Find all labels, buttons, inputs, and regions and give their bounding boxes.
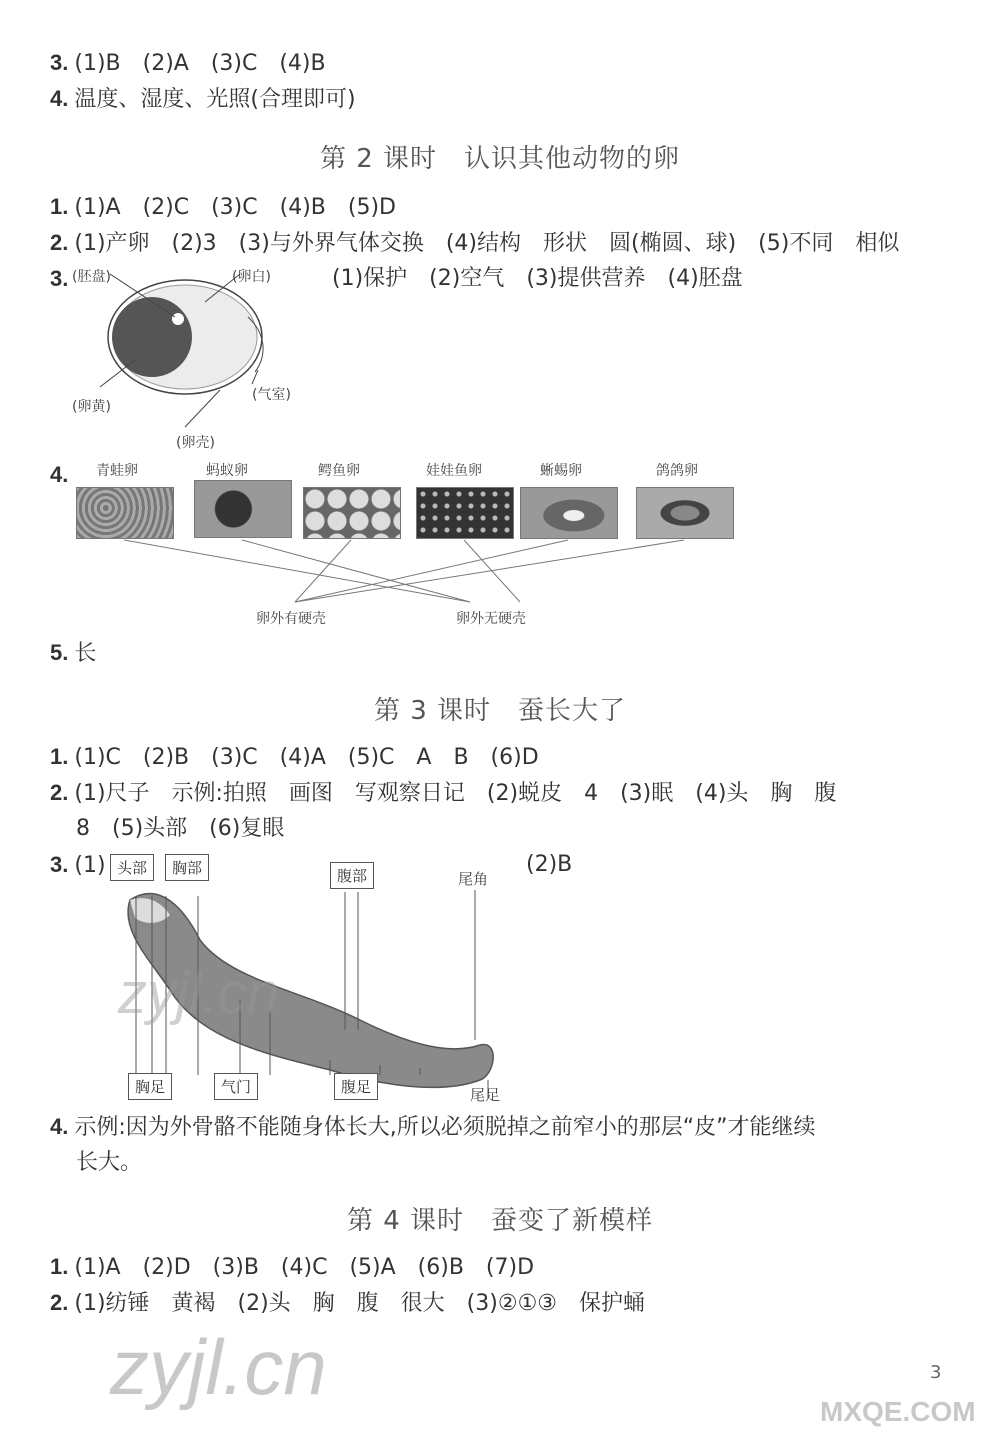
watermark-zyjl-middle: zyjl.cn <box>118 961 280 1026</box>
egg-label-crocodile: 鳄鱼卵 <box>318 463 360 479</box>
label-abdomen: 腹部 <box>330 862 374 889</box>
l2-q2: 2. (1)产卵 (2)3 (3)与外界气体交换 (4)结构 形状 圆(椭圆、球) (5)不同 相似 <box>50 230 900 256</box>
l3-q2-line1: 2. (1)尺子 示例:拍照 画图 写观察日记 (2)蜕皮 4 (3)眠 (4)头 胸 腹 <box>50 780 837 806</box>
egg-label-ant: 蚂蚁卵 <box>206 463 248 479</box>
air-pointer <box>252 370 258 384</box>
lesson4-heading: 第 4 课时 蚕变了新模样 <box>346 1206 654 1236</box>
egg-label-salamander: 娃娃鱼卵 <box>426 463 482 479</box>
watermark-zyjl-bottom: zyjl.cn <box>110 1323 327 1411</box>
egg-label-frog: 青蛙卵 <box>96 463 138 479</box>
label-white: (卵白) <box>232 269 271 285</box>
frog-egg-image <box>76 487 174 539</box>
answer-3-line: 3. (1)B (2)A (3)C (4)B <box>50 50 326 76</box>
label-chest: 胸部 <box>165 854 209 881</box>
l3-q3-answer2: (2)B <box>526 852 573 877</box>
label-abdomen-legs: 腹足 <box>334 1073 378 1100</box>
lesson3-heading: 第 3 课时 蚕长大了 <box>373 696 627 726</box>
l3-q2-line2: 8 (5)头部 (6)复眼 <box>76 816 285 841</box>
match-line-pigeon <box>295 540 684 602</box>
l3-q4-line1: 4. 示例:因为外骨骼不能随身体长大,所以必须脱掉之前窄小的那层“皮”才能继续 <box>50 1114 816 1140</box>
match-line-frog <box>124 540 470 602</box>
l2-q4-num: 4. <box>50 462 69 487</box>
egg-label-lizard: 蜥蜴卵 <box>540 463 582 479</box>
label-tail-legs: 尾足 <box>470 1086 501 1104</box>
group-hard-shell: 卵外有硬壳 <box>256 611 326 627</box>
label-chest-legs: 胸足 <box>128 1073 172 1100</box>
crocodile-egg-image <box>303 487 401 539</box>
l4-q1: 1. (1)A (2)D (3)B (4)C (5)A (6)B (7)D <box>50 1254 535 1280</box>
l2-q3-num: 3. <box>50 266 69 291</box>
page-number: 3 <box>930 1362 942 1383</box>
label-embryo: (胚盘) <box>72 269 111 285</box>
l3-q3-num: 3. (1) <box>50 852 106 878</box>
l2-q1: 1. (1)A (2)C (3)C (4)B (5)D <box>50 194 396 220</box>
pigeon-egg-image <box>636 487 734 539</box>
lesson2-heading: 第 2 课时 认识其他动物的卵 <box>319 144 681 174</box>
egg-diagram <box>70 262 330 452</box>
egg-embryo <box>172 313 184 325</box>
l3-q1: 1. (1)C (2)B (3)C (4)A (5)C A B (6)D <box>50 744 539 770</box>
shell-pointer <box>185 390 220 427</box>
label-spiracle: 气门 <box>214 1073 258 1100</box>
egg-yolk <box>112 297 192 377</box>
match-line-lizard <box>295 540 568 602</box>
salamander-egg-image <box>416 487 514 539</box>
l2-q3-answer: (1)保护 (2)空气 (3)提供营养 (4)胚盘 <box>332 266 743 291</box>
group-no-hard-shell: 卵外无硬壳 <box>456 611 526 627</box>
egg-label-pigeon: 鸽鸽卵 <box>656 463 698 479</box>
watermark-mxqe: MXQE.COM <box>820 1396 976 1427</box>
match-line-crocodile <box>295 540 351 602</box>
egg-matching-lines <box>0 536 1000 616</box>
ant-egg-image <box>194 480 292 538</box>
label-head: 头部 <box>110 854 154 881</box>
label-air: (气室) <box>252 387 291 403</box>
label-shell: (卵壳) <box>176 435 215 451</box>
lizard-egg-image <box>520 487 618 539</box>
l3-q4-line2: 长大。 <box>76 1150 143 1175</box>
answer-4-line: 4. 温度、湿度、光照(合理即可) <box>50 86 356 112</box>
l2-q5: 5. 长 <box>50 640 97 666</box>
label-tail-horn: 尾角 <box>458 870 489 888</box>
l4-q2: 2. (1)纺锤 黄褐 (2)头 胸 腹 很大 (3)②①③ 保护蛹 <box>50 1290 646 1316</box>
label-yolk: (卵黄) <box>72 399 111 415</box>
